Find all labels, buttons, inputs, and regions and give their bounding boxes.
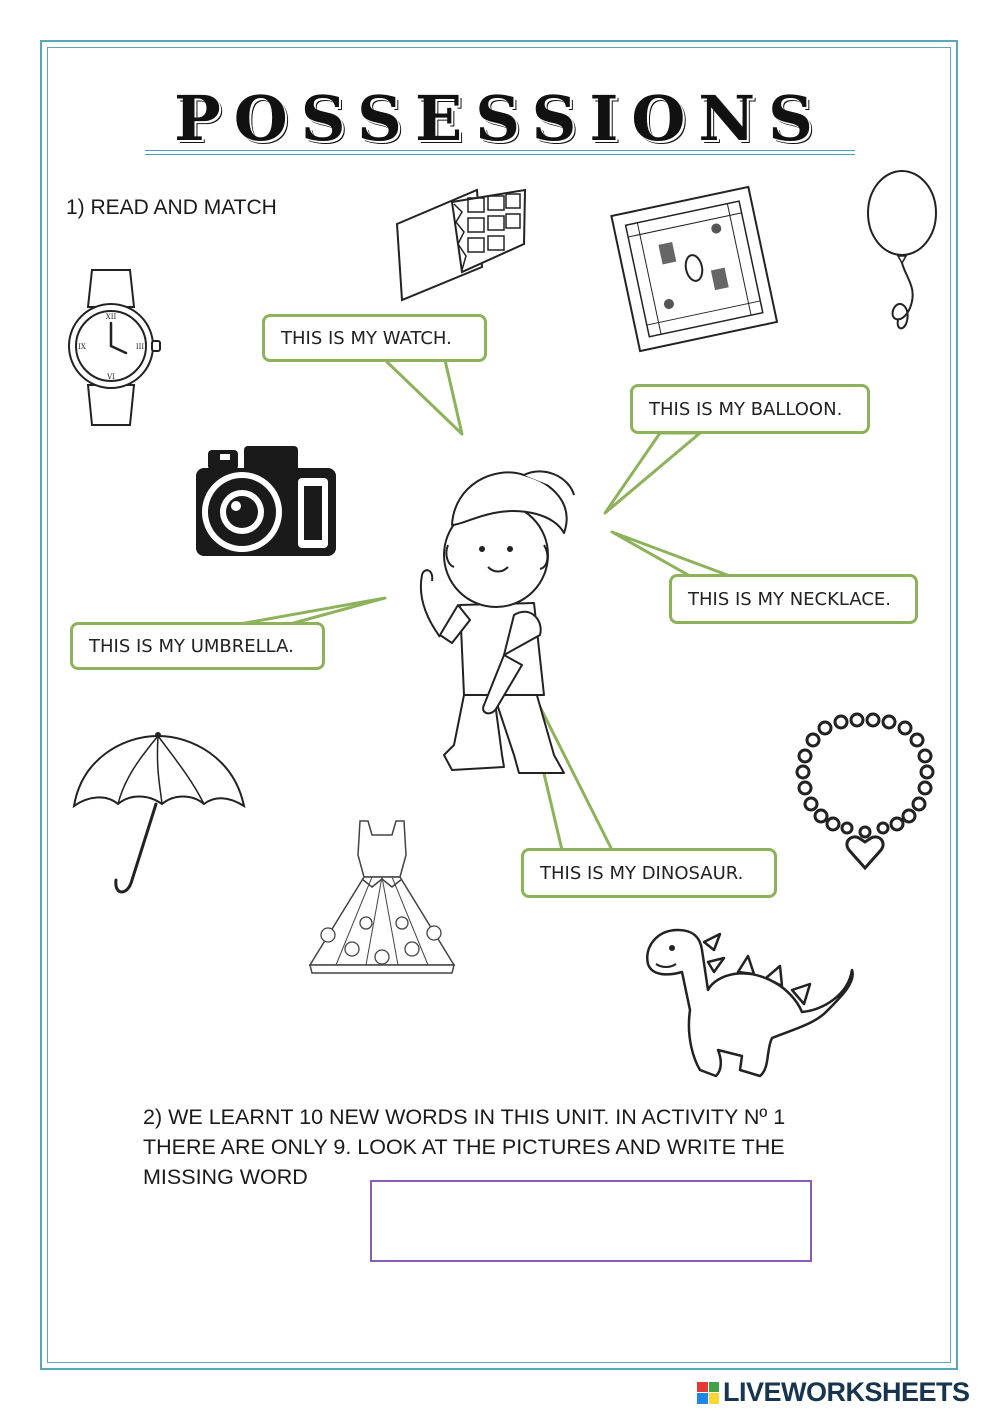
svg-text:XII: XII (105, 313, 117, 321)
watch-icon (62, 265, 162, 430)
svg-text:III: III (135, 343, 145, 351)
liveworksheets-brand (697, 1377, 970, 1408)
board-game-icon (614, 188, 774, 348)
page-title: POSSESSIONS (174, 82, 826, 155)
speech-bubble-necklace: THIS IS MY NECKLACE. (669, 574, 918, 624)
dress-icon (306, 815, 458, 977)
necklace-icon (795, 712, 935, 872)
activity2-line-1: 2) WE LEARNT 10 NEW WORDS IN THIS UNIT. IN ACTIVITY Nº 1 (143, 1105, 786, 1129)
chocolate-bar-icon (392, 182, 532, 302)
svg-text:VI: VI (107, 373, 115, 381)
boy-icon (404, 455, 594, 785)
activity1-instruction: 1) READ AND MATCH (66, 196, 277, 219)
speech-bubble-balloon: THIS IS MY BALLOON. (630, 384, 870, 434)
camera-icon (190, 428, 340, 563)
brand-name: LIVEWORKSHEETS (723, 1377, 970, 1407)
dinosaur-icon (642, 920, 862, 1085)
liveworksheets-logo-icon (697, 1382, 719, 1404)
umbrella-icon (68, 730, 248, 900)
svg-text:IX: IX (78, 343, 86, 351)
speech-bubble-dinosaur: THIS IS MY DINOSAUR. (521, 848, 777, 898)
balloon-icon (862, 168, 942, 338)
activity2-instruction (143, 1102, 883, 1192)
missing-word-answer-box[interactable] (370, 1180, 812, 1262)
speech-bubble-umbrella: THIS IS MY UMBRELLA. (70, 622, 325, 670)
activity2-line-2: THERE ARE ONLY 9. LOOK AT THE PICTURES AND WRITE THE (143, 1135, 785, 1159)
speech-bubble-watch: THIS IS MY WATCH. (262, 314, 487, 362)
activity2-line-3: MISSING WORD (143, 1165, 308, 1189)
